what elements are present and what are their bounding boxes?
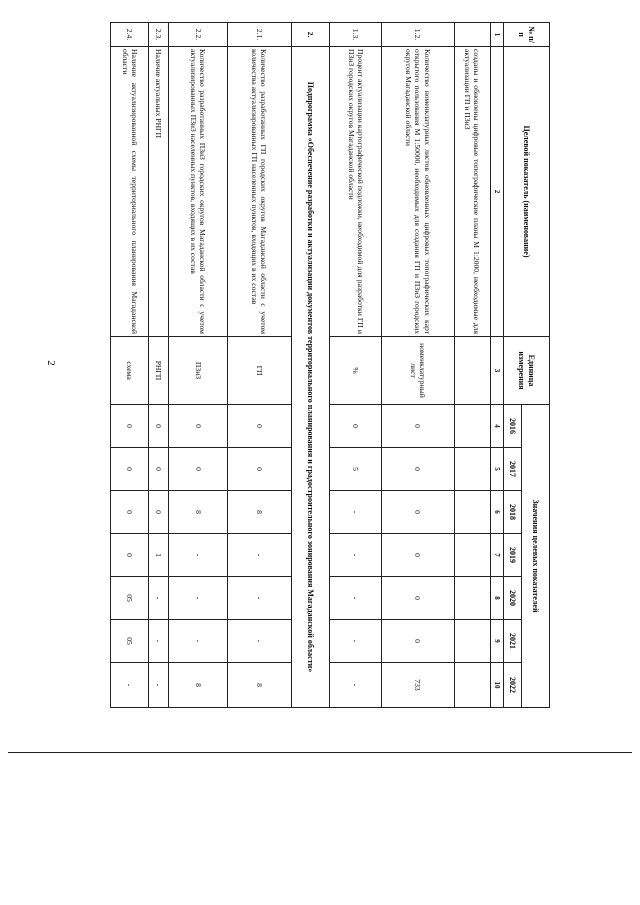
row-unit: номенклатурный лист xyxy=(382,337,454,405)
row-value: 05 xyxy=(111,620,149,663)
row-value: - xyxy=(169,577,227,620)
row-unit xyxy=(454,337,490,405)
row-value: 0 xyxy=(382,620,454,663)
index-cell: 7 xyxy=(490,534,503,577)
row-value: 0 xyxy=(382,491,454,534)
index-cell: 1 xyxy=(490,23,503,47)
row-value xyxy=(454,491,490,534)
row-value: 0 xyxy=(149,405,169,448)
page-number: 2 xyxy=(45,360,57,366)
row-num xyxy=(454,23,490,47)
row-value: 0 xyxy=(227,405,291,448)
row-unit: схема xyxy=(111,337,149,405)
index-cell: 2 xyxy=(490,47,503,337)
indicators-table xyxy=(110,22,550,708)
row-unit: ГП xyxy=(227,337,291,405)
row-num: 2.3. xyxy=(149,23,169,47)
row-unit: ПЗиЗ xyxy=(169,337,227,405)
row-value xyxy=(454,620,490,663)
index-cell: 9 xyxy=(490,620,503,663)
subprogram-num: 2. xyxy=(291,23,329,47)
table-row xyxy=(330,23,382,708)
row-value: 0 xyxy=(382,448,454,491)
row-value: - xyxy=(227,534,291,577)
row-value: 0 xyxy=(111,405,149,448)
col-indicator-header: Целевой показатель (наименование) xyxy=(503,47,549,337)
row-value: - xyxy=(149,663,169,708)
year-header: 2016 xyxy=(503,405,521,448)
col-num-header: № п/п xyxy=(503,23,549,47)
index-cell: 6 xyxy=(490,491,503,534)
year-header: 2018 xyxy=(503,491,521,534)
row-value xyxy=(454,534,490,577)
row-value: 0 xyxy=(111,491,149,534)
index-cell: 10 xyxy=(490,663,503,708)
col-unit-header: Единица измерения xyxy=(503,337,549,405)
row-value xyxy=(454,448,490,491)
row-value: - xyxy=(227,620,291,663)
subprogram-title: Подпрограмма «Обеспечение разработки и актуализации документов территориального планирования и градостроительного зонирования Магаданской области» xyxy=(291,47,329,708)
index-cell: 4 xyxy=(490,405,503,448)
row-value: 0 xyxy=(227,448,291,491)
table-row xyxy=(382,23,454,708)
row-num: 2.4. xyxy=(111,23,149,47)
row-value: - xyxy=(111,663,149,708)
row-value xyxy=(454,663,490,708)
row-value: 0 xyxy=(149,448,169,491)
row-value: 0 xyxy=(382,577,454,620)
row-value: - xyxy=(227,577,291,620)
row-value: 0 xyxy=(111,534,149,577)
row-indicator: Количество номенклатурных листов обновленных цифровых топографических карт открытого пользования М 1:50000, необходимых для создания ГП и ПЗиЗ городских округов Магаданской области xyxy=(382,47,454,337)
row-value: - xyxy=(149,620,169,663)
row-value: 0 xyxy=(149,491,169,534)
row-value: 0 xyxy=(382,405,454,448)
row-value: 5 xyxy=(330,448,382,491)
row-unit: % xyxy=(330,337,382,405)
row-value: 1 xyxy=(149,534,169,577)
row-num: 1.3. xyxy=(330,23,382,47)
table-row xyxy=(169,23,227,708)
col-values-header: Значения целевых показателей xyxy=(521,405,549,708)
table-row xyxy=(111,23,149,708)
row-value: - xyxy=(330,663,382,708)
row-value: - xyxy=(169,534,227,577)
row-value: 8 xyxy=(169,663,227,708)
horizontal-rule xyxy=(8,752,632,753)
row-value: - xyxy=(330,491,382,534)
year-header: 2020 xyxy=(503,577,521,620)
row-unit: РНГП xyxy=(149,337,169,405)
row-indicator: Количество разработанных ПЗиЗ городских округов Магаданской области с учетом актуализированных ПЗиЗ населенных пунктов, входящих в их состав xyxy=(169,47,227,337)
year-header: 2021 xyxy=(503,620,521,663)
row-value: 0 xyxy=(330,405,382,448)
row-value: - xyxy=(169,620,227,663)
year-header: 2017 xyxy=(503,448,521,491)
table-row xyxy=(227,23,291,708)
row-indicator: Процент актуализации картографической подложки, необходимой для разработки ГП и ПЗиЗ городских округов Магаданской области xyxy=(330,47,382,337)
row-num: 2.1. xyxy=(227,23,291,47)
row-value xyxy=(454,577,490,620)
row-value: 05 xyxy=(111,577,149,620)
row-value: 0 xyxy=(169,405,227,448)
row-indicator: Наличие актуализированной схемы территориального планирования Магаданской области xyxy=(111,47,149,337)
row-value: - xyxy=(149,577,169,620)
row-value: 0 xyxy=(382,534,454,577)
index-cell: 3 xyxy=(490,337,503,405)
year-header: 2022 xyxy=(503,663,521,708)
row-value: 0 xyxy=(169,448,227,491)
row-value: - xyxy=(330,577,382,620)
rotated-table-container xyxy=(110,22,550,707)
row-indicator: созданы и обновлены цифровые топографические планы М 1:2000, необходимые для актуализации ГП и ПЗиЗ xyxy=(454,47,490,337)
row-num: 2.2. xyxy=(169,23,227,47)
table-row xyxy=(454,23,490,708)
index-cell: 8 xyxy=(490,577,503,620)
row-indicator: Наличие актуальных РНГП xyxy=(149,47,169,337)
row-value: 0 xyxy=(111,448,149,491)
subprogram-row xyxy=(291,23,329,708)
row-value: 8 xyxy=(227,491,291,534)
row-value: - xyxy=(330,534,382,577)
row-value: 733 xyxy=(382,663,454,708)
index-cell: 5 xyxy=(490,448,503,491)
row-value xyxy=(454,405,490,448)
table-row xyxy=(149,23,169,708)
year-header: 2019 xyxy=(503,534,521,577)
row-num: 1.2. xyxy=(382,23,454,47)
row-value: - xyxy=(330,620,382,663)
row-value: 8 xyxy=(169,491,227,534)
row-value: 8 xyxy=(227,663,291,708)
row-indicator: Количество разработанных ГП городских округов Магаданской области с учетом количества актуализированных ГП населенных пунктов, входящих в их состав xyxy=(227,47,291,337)
